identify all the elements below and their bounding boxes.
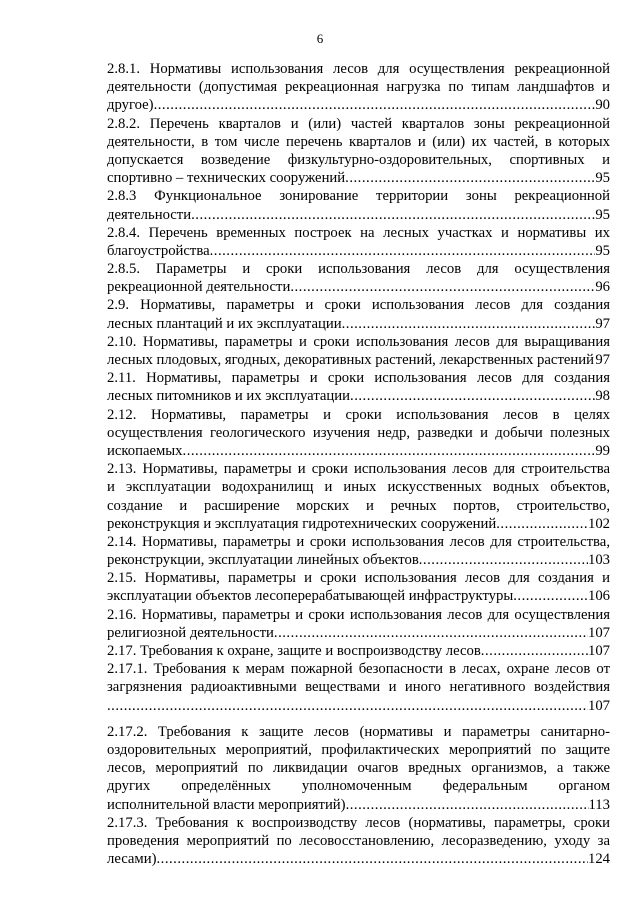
toc-line-last bbox=[107, 587, 610, 605]
toc-entry[interactable] bbox=[107, 533, 610, 569]
dot-leader bbox=[481, 642, 588, 660]
toc-entry[interactable] bbox=[107, 260, 610, 296]
toc-entry[interactable] bbox=[107, 187, 610, 223]
toc-entry[interactable] bbox=[107, 660, 610, 715]
toc-text: лесных питомников и их эксплуатации bbox=[107, 388, 351, 405]
toc-line: деятельности, в том числе перечень кварталов и (или) их частей, в которых bbox=[107, 133, 610, 150]
dot-leader bbox=[290, 278, 595, 296]
toc-line: 2.13. Нормативы, параметры и сроки использования лесов для строительства bbox=[107, 461, 610, 478]
toc-line: 2.17.3. Требования к воспроизводству лесов (нормативы, параметры, сроки bbox=[107, 814, 610, 831]
toc-text: эксплуатации объектов лесоперерабатывающей инфраструктуры bbox=[107, 588, 514, 605]
dot-leader bbox=[183, 442, 596, 460]
toc-page: 99 bbox=[595, 442, 610, 459]
toc-line-last bbox=[107, 624, 610, 642]
toc-line: 2.11. Нормативы, параметры и сроки использования лесов для создания bbox=[107, 370, 610, 387]
toc-entry[interactable] bbox=[107, 814, 610, 869]
toc-line: оздоровительных мероприятий, профилактических мероприятий по защите bbox=[107, 741, 610, 758]
toc-text: лесных плодовых, ягодных, декоративных растений, лекарственных растений bbox=[107, 352, 594, 368]
toc-entry[interactable] bbox=[107, 369, 610, 405]
toc-line-last bbox=[107, 642, 610, 660]
toc-line: 2.8.2. Перечень кварталов и (или) частей кварталов зоны рекреационной bbox=[107, 115, 610, 132]
toc-text: 2.17. Требования к охране, защите и воспроизводству лесов bbox=[107, 643, 481, 659]
toc-page: 98 bbox=[595, 388, 610, 405]
dot-leader bbox=[345, 169, 595, 187]
toc-entry[interactable] bbox=[107, 60, 610, 115]
toc-line: деятельности (допустимая рекреационная нагрузка по типам ландшафтов и bbox=[107, 79, 610, 96]
toc-page: 107 bbox=[587, 624, 610, 641]
toc-text: лесами) bbox=[107, 851, 157, 868]
toc-page: 113 bbox=[588, 796, 610, 813]
spacer bbox=[107, 715, 610, 723]
toc-entry[interactable] bbox=[107, 224, 610, 260]
toc-line: допускается возведение физкультурно-оздоровительных, спортивных и bbox=[107, 151, 610, 168]
toc-line-last bbox=[107, 315, 610, 333]
toc-line-last bbox=[107, 387, 610, 405]
dot-leader bbox=[210, 242, 596, 260]
toc-page: 90 bbox=[595, 97, 610, 114]
toc-line: 2.16. Нормативы, параметры и сроки использования лесов для осуществления bbox=[107, 606, 610, 623]
toc-line-last bbox=[107, 697, 610, 715]
toc-line: создание и расширение морских и речных портов, строительство, bbox=[107, 497, 610, 514]
toc-entry[interactable] bbox=[107, 642, 610, 660]
toc-line: 2.10. Нормативы, параметры и сроки использования лесов для выращивания bbox=[107, 333, 610, 350]
toc-line: 2.8.3 Функциональное зонирование территории зоны рекреационной bbox=[107, 188, 610, 205]
toc-text: рекреационной деятельности bbox=[107, 279, 291, 296]
toc-text: спортивно – технических сооружений bbox=[107, 170, 346, 187]
toc-entry[interactable] bbox=[107, 406, 610, 461]
toc-line: проведения мероприятий по лесовосстановлению, лесоразведению, уходу за bbox=[107, 832, 610, 849]
toc-entry[interactable] bbox=[107, 296, 610, 332]
toc-page: 96 bbox=[595, 279, 610, 296]
toc-line-last bbox=[107, 796, 610, 814]
dot-leader bbox=[342, 315, 596, 333]
dot-leader bbox=[191, 206, 595, 224]
toc-text: деятельности bbox=[107, 206, 192, 223]
toc-line: 2.17.2. Требования к защите лесов (нормативы и параметры санитарно- bbox=[107, 723, 610, 740]
toc-line-last bbox=[107, 242, 610, 260]
toc-page: 107 bbox=[587, 643, 610, 659]
toc-page: 107 bbox=[587, 697, 610, 714]
dot-leader bbox=[107, 697, 588, 715]
toc-page: 95 bbox=[595, 170, 610, 187]
toc-entry[interactable] bbox=[107, 333, 610, 369]
toc-text: благоустройства bbox=[107, 242, 210, 259]
toc-line: и эксплуатации водохранилищ и иных искусственных водных объектов, bbox=[107, 479, 610, 496]
toc-page: 95 bbox=[595, 206, 610, 223]
dot-leader bbox=[350, 387, 595, 405]
toc-text: реконструкция и эксплуатация гидротехнических сооружений bbox=[107, 515, 497, 532]
toc-line: 2.14. Нормативы, параметры и сроки использования лесов для строительства, bbox=[107, 533, 610, 550]
toc-line: 2.8.1. Нормативы использования лесов для осуществления рекреационной bbox=[107, 61, 610, 77]
toc-line-last bbox=[107, 551, 610, 569]
toc-page: 124 bbox=[587, 851, 610, 868]
toc-line: осуществления геологического изучения недр, разведки и добычи полезных bbox=[107, 424, 610, 441]
page-number: 6 bbox=[316, 31, 324, 46]
toc-entry[interactable] bbox=[107, 723, 610, 814]
toc-line-last bbox=[107, 96, 610, 114]
toc-text: реконструкции, эксплуатации линейных объектов bbox=[107, 552, 419, 569]
dot-leader bbox=[274, 624, 588, 642]
toc-page: 95 bbox=[595, 242, 610, 259]
toc-page: 97 bbox=[595, 352, 610, 368]
dot-leader bbox=[156, 850, 587, 868]
toc-line: 2.8.4. Перечень временных построек на лесных участках и нормативы их bbox=[107, 224, 610, 241]
toc-line: 2.17.1. Требования к мерам пожарной безопасности в лесах, охране лесов от bbox=[107, 661, 610, 678]
toc-line: лесов, мероприятий по ликвидации очагов вредных организмов, а также bbox=[107, 760, 610, 777]
toc-entry[interactable] bbox=[107, 606, 610, 642]
toc-line-last bbox=[107, 206, 610, 224]
dot-leader bbox=[513, 587, 588, 605]
toc-entry[interactable] bbox=[107, 460, 610, 533]
toc-page: 106 bbox=[587, 588, 610, 605]
toc-text: другое) bbox=[107, 97, 154, 114]
toc-line: загрязнения радиоактивными веществами и иного негативного воздействия bbox=[107, 679, 610, 696]
dot-leader bbox=[346, 796, 589, 814]
dot-leader bbox=[496, 515, 588, 533]
toc-line: 2.9. Нормативы, параметры и сроки использования лесов для создания bbox=[107, 297, 610, 314]
table-of-contents bbox=[107, 60, 610, 868]
toc-line-last bbox=[107, 515, 610, 533]
toc-line-last bbox=[107, 278, 610, 296]
toc-entry[interactable] bbox=[107, 569, 610, 605]
toc-line: 2.8.5. Параметры и сроки использования лесов для осуществления bbox=[107, 261, 610, 278]
toc-text: религиозной деятельности bbox=[107, 624, 274, 641]
toc-text: ископаемых bbox=[107, 442, 183, 459]
toc-entry[interactable] bbox=[107, 115, 610, 188]
toc-line: 2.12. Нормативы, параметры и сроки использования лесов в целях bbox=[107, 406, 610, 423]
toc-line: 2.15. Нормативы, параметры и сроки использования лесов для создания и bbox=[107, 570, 610, 587]
toc-line: других определённых уполномоченным федеральным органом bbox=[107, 778, 610, 795]
dot-leader bbox=[419, 551, 588, 569]
toc-line-last bbox=[107, 351, 610, 369]
toc-text: лесных плантаций и их эксплуатации bbox=[107, 315, 342, 332]
toc-text: исполнительной власти мероприятий) bbox=[107, 796, 346, 813]
toc-page: 97 bbox=[595, 315, 610, 332]
toc-line-last bbox=[107, 850, 610, 868]
toc-line-last bbox=[107, 442, 610, 460]
toc-line-last bbox=[107, 169, 610, 187]
dot-leader bbox=[154, 96, 596, 114]
toc-page: 103 bbox=[587, 552, 610, 569]
toc-page: 102 bbox=[587, 515, 610, 532]
